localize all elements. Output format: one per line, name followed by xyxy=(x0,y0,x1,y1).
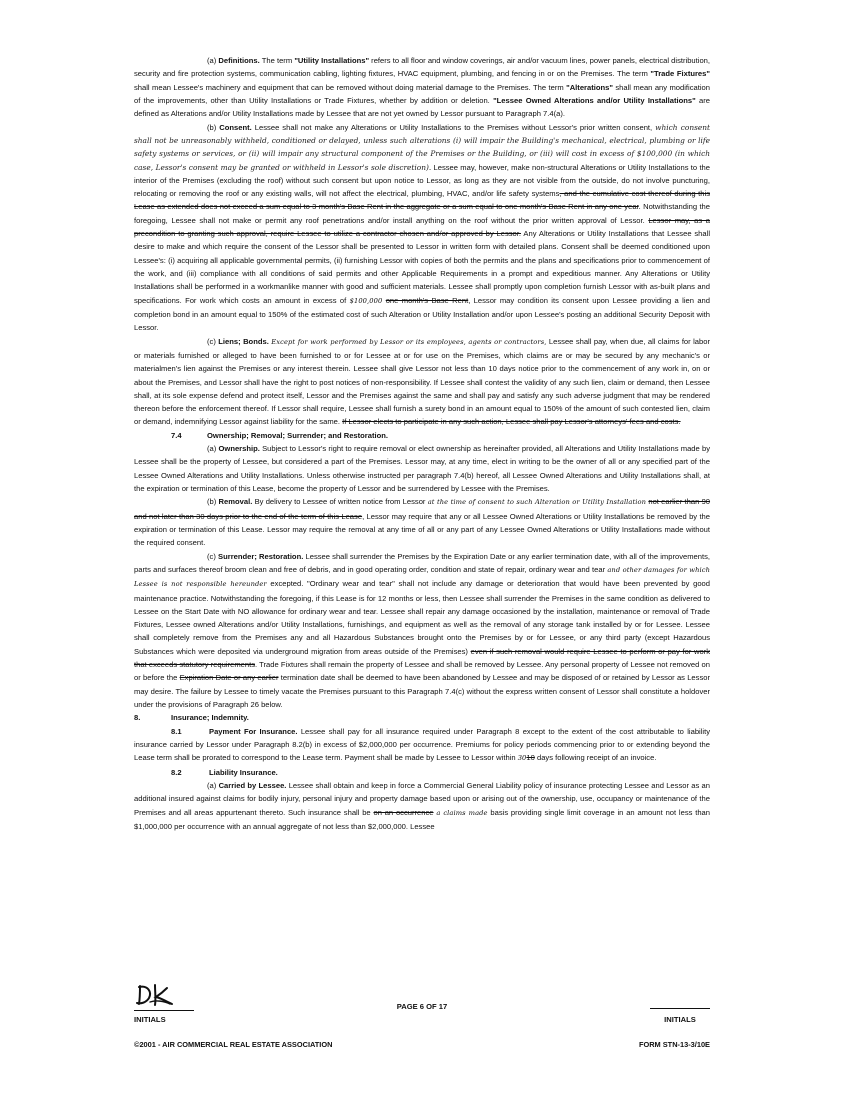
section-7-4-heading xyxy=(134,429,710,442)
handwritten-insertion: 30 xyxy=(517,754,527,763)
text-run: basis providing single limit coverage in an amount not less than $1,000,000 per occurrence with an annual aggregate of not less than $2,000,000. Lessee xyxy=(134,807,710,831)
paragraph-7-4c xyxy=(134,550,710,712)
text-run: (c) xyxy=(207,551,219,561)
bold-term: Carried by Lessee. xyxy=(218,780,287,790)
bold-term: Consent. xyxy=(219,122,252,132)
form-number: FORM STN-13-3/10E xyxy=(638,1040,710,1049)
paragraph-7-4a xyxy=(134,442,710,495)
text-run: (a) xyxy=(207,444,219,454)
struck-text: Lessor may, as a precondition to granting such approval, require Lessee to utilize a contractor chosen and/or approved by Lessor. xyxy=(134,215,710,239)
section-title: Ownership; Removal; Surrender; and Restoration. xyxy=(207,430,389,440)
struck-text: If Lessor elects to participate in any such action, Lessee shall pay Lessor's attorneys' fees and costs. xyxy=(342,417,681,427)
paragraph-7-3a xyxy=(134,54,710,121)
struck-text: one month's Base Rent xyxy=(385,295,469,305)
paragraph-8-2a xyxy=(134,779,710,833)
section-number: 8.2 xyxy=(171,767,182,777)
handwritten-insertion: $100,000 xyxy=(349,296,383,305)
bold-term: Liens; Bonds. xyxy=(218,336,269,346)
text-run: shall mean any modification of the improvements, other than Utility Installations or Trade Fixtures, whether by addition or deletion. xyxy=(134,82,710,105)
text-run: (b) xyxy=(207,497,219,507)
bold-term: "Alterations" xyxy=(566,82,613,92)
struck-text: not earlier than 90 and not later than 30 days prior to the end of the term of this Lease xyxy=(134,497,711,521)
paragraph-7-4b xyxy=(134,495,710,549)
text-run: Any Alterations or Utility Installations that Lessee shall desire to make and which require the consent of the Lessor shall be presented to Lessor in written form with detailed plans. Consent shall be deemed conditioned upon Lessee's: (i) acquiring all applicable governmental permits, (ii) furnishing Lessor with copies of both the permits and the plans and specifications prior to commencement of the work, and (iii) compliance with all conditions of said permits and other Applicable Requirements in a prompt and expeditious manner. Any Alterations or Utility Installations shall be performed in a workmanlike manner with good and sufficient materials. Lessee shall promptly upon completion furnish Lessor with as-built plans and specifications. For work which costs an amount in excess of xyxy=(134,229,711,305)
struck-text: 10 xyxy=(526,753,535,763)
text-run: Subject to Lessor's right to require removal or elect ownership as hereinafter provided, all Alterations and Utility Installations made by Lessee shall be the property of Lessee, but considered a part of the Premises. Lessor may, at any time, elect in writing to be the owner of all or any specified part of the Lessee Owned Alterations and Utility Installations. Unless otherwise instructed per paragraph 7.4(b) hereof, all Lessee Owned Alterations and Utility Installations shall, at the expiration or termination of this Lease, become the property of Lessor and be surrendered by Lessee with the Premises. xyxy=(134,444,710,493)
text-run: (b) xyxy=(207,122,220,132)
struck-text: Expiration Date or any earlier xyxy=(179,673,279,683)
text-run: The term xyxy=(259,56,295,65)
section-title: Payment For Insurance. xyxy=(209,726,298,736)
text-run: Lessee shall not make any Alterations or Utility Installations to the Premises without Lessor's prior written consent, xyxy=(251,122,656,132)
text-run: (c) xyxy=(207,336,219,346)
initials-label: INITIALS xyxy=(134,1015,166,1024)
bold-term: Removal. xyxy=(218,497,253,507)
text-run: termination date shall be deemed to have been abandoned by Lessee and may be disposed of or retained by Lessor as Lessor may desire. The failure by Lessee to timely vacate the Premises pursuant to this Paragraph 7.4(c) without the express written consent of Lessor shall constitute a holdover under the provisions of Paragraph 26 below. xyxy=(134,673,710,709)
section-number: 7.4 xyxy=(171,430,182,440)
text-run: refers to all floor and window coverings, air and/or vacuum lines, power panels, electrical distribution, security and fire protection systems, communication cabling, lighting fixtures, HVAC equipment, plumbing, and fencing in or on the Premises. The term xyxy=(134,56,711,79)
initials-label: INITIALS xyxy=(664,1015,696,1024)
text-run: Lessee shall pay for all insurance required under Paragraph 8 except to the extent of the cost attributable to liability insurance carried by Lessor under Paragraph 8.2(b) in excess of $2,000,000 per occurrence. Premiums for policy periods commencing prior to or extending beyond the Lease term shall be prorated to correspond to the Lease term. Payment shall be made by Lessee to Lessor within xyxy=(134,726,711,763)
initials-line xyxy=(650,1008,710,1009)
page-footer xyxy=(134,982,710,1052)
section-number: 8.1 xyxy=(171,726,182,736)
bold-term: Definitions. xyxy=(218,56,260,65)
paragraph-8-1 xyxy=(134,725,710,766)
text-run: Lessee shall pay, when due, all claims for labor or materials furnished or alleged to have been furnished to or for Lessee at or for use on the Premises, which claims are or may be secured by any mechanic's or materialmen's lien against the Premises or any interest therein. Lessee shall give Lessor not less than 10 days notice prior to the commencement of any work in, on or about the Premises, and Lessor shall have the right to post notices of non-responsibility. If Lessee shall contest the validity of any such lien, claim or demand, then Lessee shall, at its sole expense defend and protect itself, Lessor and the Premises against the same and shall pay and satisfy any such adverse judgment that may be rendered thereon before the enforcement thereof. If Lessor shall require, Lessee shall furnish a surety bond in an amount equal to 150% of the amount of such contested lien, claim or demand, indemnifying Lessor against liability for the same. xyxy=(134,336,710,427)
bold-term: "Lessee Owned Alterations and/or Utility Installations" xyxy=(493,95,696,105)
bold-term: "Utility Installations" xyxy=(294,56,370,65)
text-run: Lessee shall surrender the Premises by the Expiration Date or any earlier termination date, with all of the improvements, parts and surfaces thereof broom clean and free of debris, and in good operating order, condition and state of repair, ordinary wear and tear xyxy=(134,551,711,574)
section-title: Liability Insurance. xyxy=(209,767,278,777)
section-8-heading xyxy=(134,711,710,724)
handwritten-insertion: a claims made xyxy=(436,808,488,817)
text-run: Lessee may, however, make non-structural Alterations or Utility Installations to the interior of the Premises (excluding the roof) without such consent but upon notice to Lessor, as long as they are not visible from the outside, do not involve puncturing, relocating or removing the roof or any existing walls, will not affect the electrical, plumbing, HVAC, and/or life safety systems xyxy=(134,162,710,199)
text-run: excepted. "Ordinary wear and tear" shall not include any damage or deterioration that would have been prevented by good maintenance practice. Notwithstanding the foregoing, if this Lease is for 12 months or less, then Lessee shall surrender the Premises in the same condition as delivered to Lessee on the Start Date with NO allowance for ordinary wear and tear. Lessee shall repair any damage occasioned by the installation, maintenance or removal of Trade Fixtures, Lessee owned Alterations and/or Utility Installations, furnishings, and equipment as well as the removal of any storage tank installed by or for Lessee. Lessee shall completely remove from the Premises any and all Hazardous Substances brought onto the Premises by or for Lessee, or any third party (except Hazardous Substances which were deposited via underground migration from areas outside of the Premises) xyxy=(134,579,711,656)
handwritten-insertion: and other damages for which Lessee is not responsible hereunder xyxy=(134,565,710,589)
text-run: Lessee shall obtain and keep in force a Commercial General Liability policy of insurance protecting Lessee and Lessor as an additional insured against claims for bodily injury, personal injury and property damage based upon or arising out of the ownership, use, occupancy or maintenance of the Premises and all areas appurtenant thereto. Such insurance shall be xyxy=(134,780,711,817)
text-run: are defined as Alterations and/or Utility Installations made by Lessee that are not yet owned by Lessor pursuant to Paragraph 7.4(a). xyxy=(134,95,710,119)
bold-term: "Trade Fixtures" xyxy=(650,69,710,79)
text-run: By delivery to Lessee of written notice from Lessor xyxy=(252,497,428,507)
bold-term: Surrender; Restoration. xyxy=(218,551,304,561)
text-run: , Lessor may condition its consent upon Lessee providing a lien and completion bond in an amount equal to 150% of the estimated cost of such Alteration or Utility Installation and/or upon Lessee's posting an additional Security Deposit with Lessor. xyxy=(134,295,710,333)
section-number: 8. xyxy=(134,713,141,723)
text-run: (a) xyxy=(207,56,219,65)
handwritten-insertion: at the time of consent to such Alteration or Utility Installation xyxy=(427,498,647,507)
paragraph-7-3c xyxy=(134,335,710,429)
handwritten-insertion: Except for work performed by Lessor or its employees, agents or contractors, xyxy=(271,337,547,346)
copyright-notice: ©2001 - AIR COMMERCIAL REAL ESTATE ASSOCIATION xyxy=(134,1040,333,1049)
struck-text: even if such removal would require Lessee to perform or pay for work that exceeds statutory requirements xyxy=(134,646,710,670)
lease-body xyxy=(134,54,710,833)
lessor-initials-block xyxy=(650,982,710,1024)
text-run: days following receipt of an invoice. xyxy=(534,753,657,763)
page-number: PAGE 6 OF 17 xyxy=(396,1002,448,1011)
handwritten-insertion: which consent shall not be unreasonably withheld, conditioned or delayed, unless such alterations (i) will impair the Building's mechanical, electrical, plumbing or life safety systems or services, or (ii) will impair any structural component of the Premises or the Building, or (iii) will cost in excess of $100,000 (in which case, Lessor's consent may be granted or withheld in Lessor's sole discretion). xyxy=(134,122,710,172)
text-run: . Trade Fixtures shall remain the property of Lessee and shall be removed by Lessee. Any personal property of Lessee not removed on or before the xyxy=(134,660,710,683)
section-8-2-heading xyxy=(134,766,710,779)
text-run: shall mean Lessee's machinery and equipment that can be removed without doing material damage to the Premises. The term xyxy=(134,82,567,92)
text-run: . Notwithstanding the foregoing, Lessee shall not make or permit any roof penetrations and/or install anything on the roof without the prior written approval of Lessor. xyxy=(134,202,710,225)
text-run: , Lessor may require that any or all Lessee Owned Alterations or Utility Installations be removed by the expiration or termination of this Lease. Lessor may require the removal at any time of all or any part of any Lessee Owned Alterations or Utility Installations made without the required consent. xyxy=(134,511,710,548)
bold-term: Ownership. xyxy=(218,444,260,454)
paragraph-7-3b xyxy=(134,121,710,335)
text-run: (a) xyxy=(207,780,219,790)
section-title: Insurance; Indemnity. xyxy=(171,713,249,723)
struck-text: on an occurrence xyxy=(373,807,434,817)
struck-text: , and the cumulative cost thereof during this Lease as extended does not exceed a sum equal to 3 month's Base Rent in the aggregate or a sum equal to one month's Base Rent in any one year xyxy=(134,189,710,212)
